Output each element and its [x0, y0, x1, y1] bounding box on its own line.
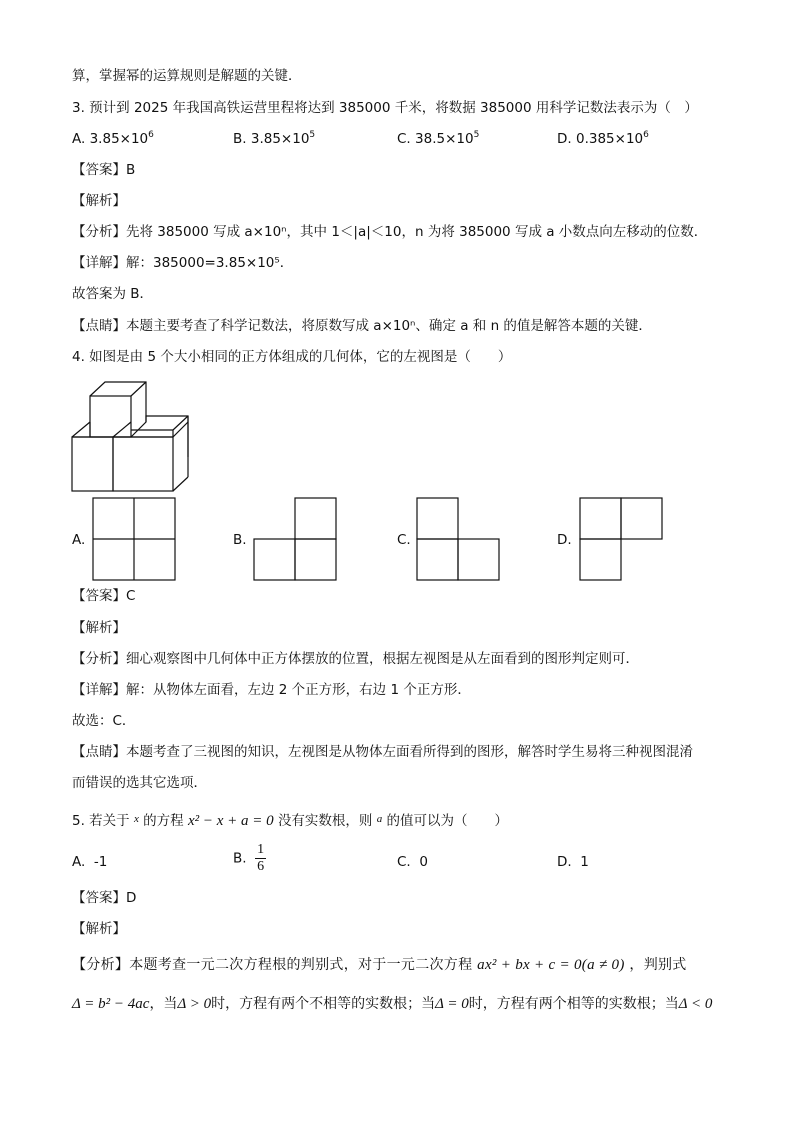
q3-conclusion: 故答案为 B． [72, 286, 154, 302]
q3-option-b: B. $3.85\times 10^5$ [233, 130, 316, 147]
q4-option-b-figure [253, 497, 338, 582]
q5-option-c: C. 0 [397, 854, 428, 870]
q5-analysis-label: 【解析】 [72, 921, 126, 937]
q3-option-c: C. $38.5\times 10^5$ [397, 130, 480, 147]
q5-option-b: B. $\frac{1}{6}$ [233, 842, 265, 874]
q5-equation: x² − x + a = 0 [187, 813, 274, 829]
q3-analysis-label: 【解析】 [72, 193, 126, 209]
q4-xiangjie: 【详解】解：从物体左面看，左边 2 个正方形，右边 1 个正方形． [72, 682, 471, 698]
q4-answer: 【答案】C [72, 588, 136, 604]
q4-option-a-label: A. [72, 532, 86, 548]
q4-option-c-label: C. [397, 532, 411, 548]
q4-dianjing-1: 【点睛】本题考查了三视图的知识，左视图是从物体左面看所得到的图形，解答时学生易将三种视图混淆 [72, 744, 693, 760]
q3-dianjing: 【点睛】本题主要考查了科学记数法，将原数写成 a×10ⁿ、确定 a 和 n 的值是解答本题的关键． [72, 318, 652, 334]
q5-option-d: D. 1 [557, 854, 589, 870]
q5-option-a: A. -1 [72, 854, 108, 870]
q4-option-d-label: D. [557, 532, 572, 548]
q4-fenxi: 【分析】细心观察图中几何体中正方体摆放的位置，根据左视图是从左面看到的图形判定则可． [72, 651, 639, 667]
q4-option-d-figure [579, 497, 664, 582]
continuation-text: 算，掌握幂的运算规则是解题的关键． [72, 68, 302, 84]
q3-answer: 【答案】B [72, 162, 136, 178]
q5-fenxi-line-1: 【分析】本题考查一元二次方程根的判别式，对于一元二次方程 ax² + bx + c = 0(a ≠ 0) ，判别式 [72, 957, 687, 973]
cube-solid-figure [68, 380, 198, 496]
question-3-text: 3. 预计到 2025 年我国高铁运营里程将达到 385000 千米，将数据 385000 用科学记数法表示为（ ） [72, 100, 698, 116]
question-4-text: 4. 如图是由 5 个大小相同的正方体组成的几何体，它的左视图是（ ） [72, 349, 512, 365]
q4-analysis-label: 【解析】 [72, 620, 126, 636]
q5-answer: 【答案】D [72, 890, 137, 906]
q3-xiangjie: 【详解】解：385000=3.85×10⁵． [72, 255, 294, 271]
q4-option-a-figure [92, 497, 177, 582]
q3-fenxi: 【分析】先将 385000 写成 a×10ⁿ，其中 1＜|a|＜10，n 为将 385000 写成 a 小数点向左移动的位数． [72, 224, 708, 240]
q4-conclusion: 故选：C． [72, 713, 136, 729]
q4-option-b-label: B. [233, 532, 247, 548]
q3-option-d: D. $0.385\times 10^6$ [557, 130, 649, 147]
q5-fenxi-line-2: Δ = b² − 4ac，当Δ > 0时，方程有两个不相等的实数根；当Δ = 0时，方程有两个相等的实数根；当Δ < 0 [72, 996, 713, 1012]
question-5-text: 5. 若关于 $^x$ 的方程 x² − x + a = 0 没有实数根，则 $^a$ 的值可以为（ ） [72, 813, 509, 829]
q4-option-c-figure [416, 497, 501, 582]
q5-fraction: $\frac{1}{6}$ [257, 842, 265, 874]
q3-option-a: A. $3.85\times 10^6$ [72, 130, 154, 147]
q4-dianjing-2: 而错误的选其它选项． [72, 775, 207, 791]
